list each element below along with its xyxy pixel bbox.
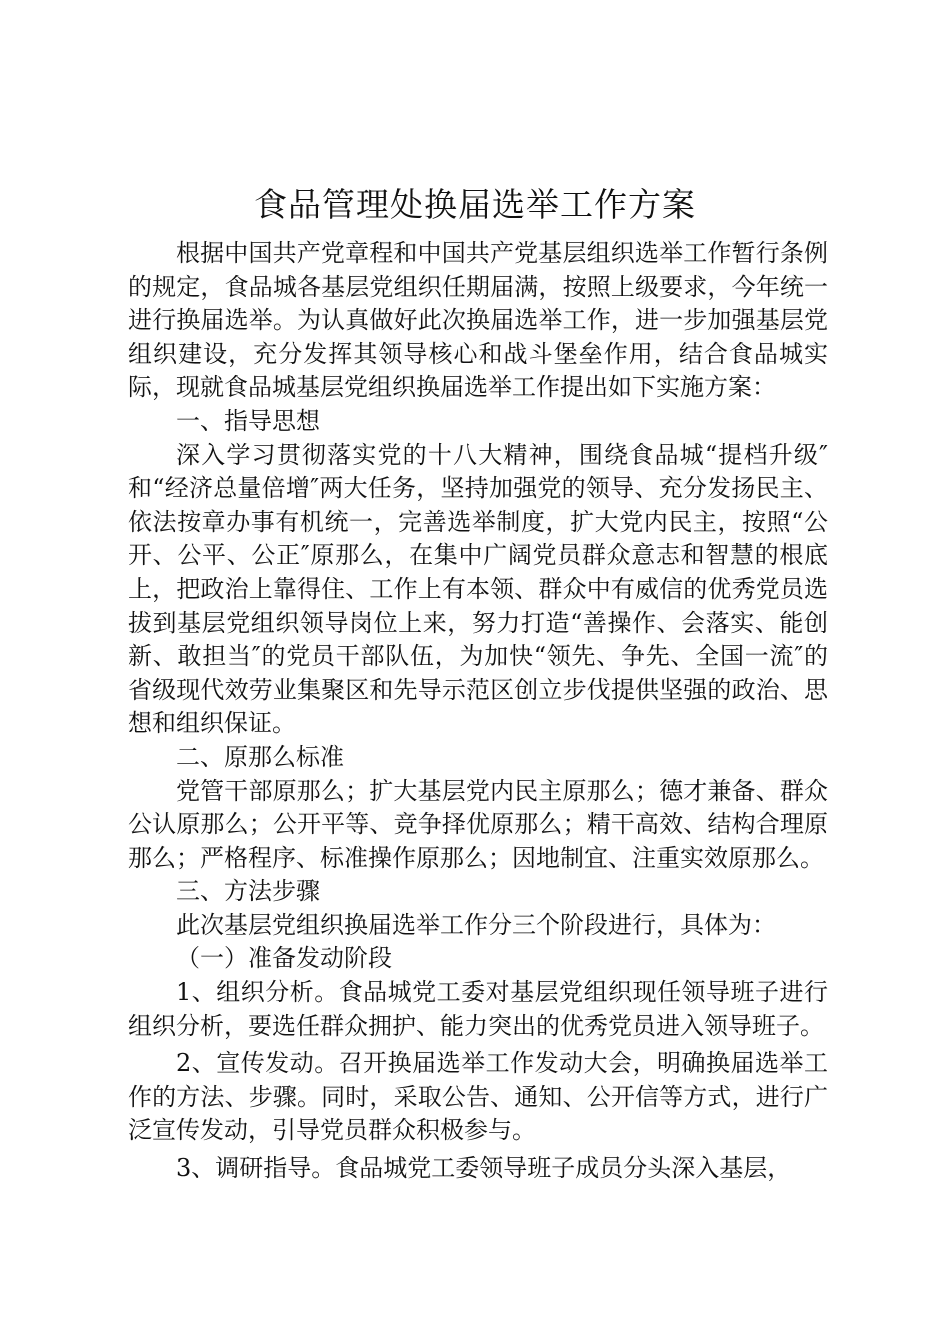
document-body — [128, 237, 828, 1186]
section-heading-principles: 二、原那么标准 — [176, 742, 344, 771]
document-title: 食品管理处换届选举工作方案 — [254, 185, 696, 224]
section-heading-guiding-ideology: 一、指导思想 — [176, 406, 320, 435]
section-heading-methods-steps: 三、方法步骤 — [176, 877, 320, 906]
step-research-guidance: 3、调研指导。食品城党工委领导班子成员分头深入基层， — [176, 1154, 792, 1183]
intro-paragraph: 根据中国共产党章程和中国共产党基层组织选举工作暂行条例的规定，食品城各基层党组织任期届满，按照上级要求，今年统一进行换届选举。为认真做好此次换届选举工作，进一步加强基层党组织建设，充分发挥其领导核心和战斗堡垒作用，结合食品城实际，现就食品城基层党组织换届选举工作提出如下实施方案： — [128, 239, 828, 402]
methods-intro-paragraph: 此次基层党组织换届选举工作分三个阶段进行，具体为： — [176, 910, 776, 939]
step-publicity-mobilization: 2、宣传发动。召开换届选举工作发动大会，明确换届选举工作的方法、步骤。同时，采取公告、通知、公开信等方式，进行广泛宣传发动，引导党员群众积极参与。 — [128, 1049, 828, 1145]
guiding-ideology-paragraph: 深入学习贯彻落实党的十八大精神，围绕食品城“提档升级″和“经济总量倍增″两大任务，坚持加强党的领导、充分发扬民主、依法按章办事有机统一，完善选举制度，扩大党内民主，按照“公开、公平、公正″原那么，在集中广阔党员群众意志和智慧的根底上，把政治上靠得住、工作上有本领、群众中有威信的优秀党员选拔到基层党组织领导岗位上来，努力打造“善操作、会落实、能创新、敢担当″的党员干部队伍，为加快“领先、争先、全国一流″的省级现代效劳业集聚区和先导示范区创立步伐提供坚强的政治、思想和组织保证。 — [128, 440, 828, 738]
subsection-heading-preparation: （一）准备发动阶段 — [176, 944, 392, 973]
principles-paragraph: 党管干部原那么；扩大基层党内民主原那么；德才兼备、群众公认原那么；公开平等、竞争择优原那么；精干高效、结构合理原那么；严格程序、标准操作原那么；因地制宜、注重实效原那么。 — [128, 776, 828, 872]
step-organization-analysis: 1、组织分析。食品城党工委对基层党组织现任领导班子进行组织分析，要选任群众拥护、能力突出的优秀党员进入领导班子。 — [128, 978, 828, 1040]
